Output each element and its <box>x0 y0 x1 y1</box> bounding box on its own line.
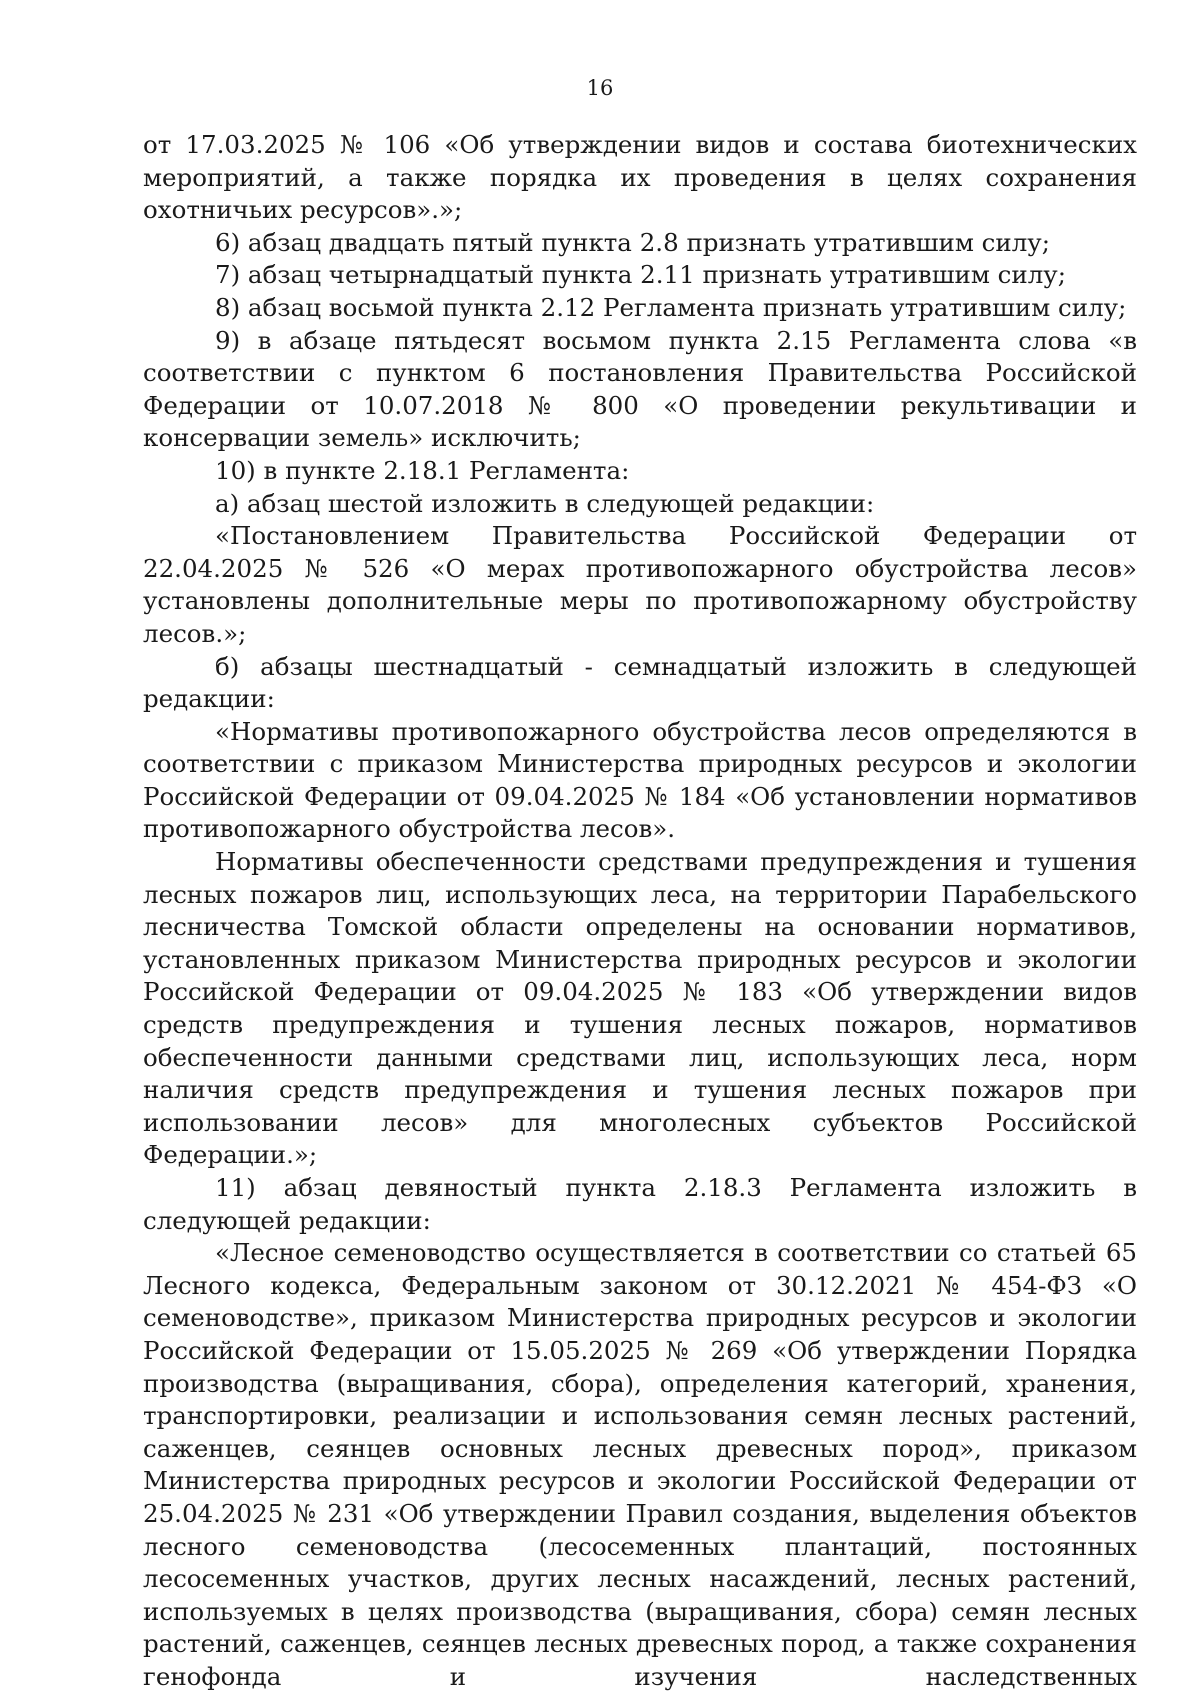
paragraph-item-11: 11) абзац девяностый пункта 2.18.3 Регламента изложить в следующей редакции: <box>143 1173 1137 1235</box>
paragraph-quote-fire-measures: «Постановлением Правительства Российской Федерации от 22.04.2025 № 526 «О мерах противопожарного обустройства лесов» установлены дополнительные меры по противопожарному обустройству лесов.»; <box>143 521 1137 648</box>
paragraph-subitem-a: а) абзац шестой изложить в следующей редакции: <box>215 488 875 518</box>
paragraph-continuation: от 17.03.2025 № 106 «Об утверждении видов и состава биотехнических мероприятий, а также порядка их проведения в целях сохранения охотничьих ресурсов».»; <box>143 130 1137 225</box>
paragraph-item-6: 6) абзац двадцать пятый пункта 2.8 признать утратившим силу; <box>215 227 1050 257</box>
document-body <box>143 129 1137 1694</box>
paragraph-quote-seed-production: «Лесное семеноводство осуществляется в соответствии со статьей 65 Лесного кодекса, Федеральным законом от 30.12.2021 № 454-ФЗ «О семеноводстве», приказом Министерства природных ресурсов и экологии Российской Федерации от 15.05.2025 № 269 «Об утверждении Порядка производства (выращивания, сбора), определения категорий, хранения, транспортировки, реализации и использования семян лесных растений, саженцев, сеянцев основных лесных древесных пород», приказом Министерства природных ресурсов и экологии Российской Федерации от 25.04.2025 № 231 «Об утверждении Правил создания, выделения объектов лесного семеноводства (лесосеменных плантаций, постоянных лесосеменных участков, других лесных насаждений, лесных растений, используемых в целях производства (выращивания, сбора) семян лесных растений, саженцев, сеянцев лесных древесных пород, а также сохранения генофонда и изучения наследственных <box>143 1238 1137 1691</box>
paragraph-item-7: 7) абзац четырнадцатый пункта 2.11 признать утратившим силу; <box>215 260 1066 290</box>
page-number: 16 <box>586 76 614 100</box>
paragraph-item-9: 9) в абзаце пятьдесят восьмом пункта 2.15 Регламента слова «в соответствии с пунктом 6 постановления Правительства Российской Федерации от 10.07.2018 № 800 «О проведении рекультивации и консервации земель» исключить; <box>143 325 1137 453</box>
paragraph-fire-equipment-norms: Нормативы обеспеченности средствами предупреждения и тушения лесных пожаров лиц, использующих леса, на территории Парабельского лесничества Томской области определены на основании нормативов, установленных приказом Министерства природных ресурсов и экологии Российской Федерации от 09.04.2025 № 183 «Об утверждении видов средств предупреждения и тушения лесных пожаров, нормативов обеспеченности данными средствами лиц, использующих леса, норм наличия средств предупреждения и тушения лесных пожаров при использовании лесов» для многолесных субъектов Российской Федерации.»; <box>143 847 1137 1170</box>
paragraph-quote-fire-norms: «Нормативы противопожарного обустройства лесов определяются в соответствии с приказом Министерства природных ресурсов и экологии Российской Федерации от 09.04.2025 № 184 «Об установлении нормативов противопожарного обустройства лесов». <box>143 716 1137 844</box>
paragraph-item-10: 10) в пункте 2.18.1 Регламента: <box>215 455 630 485</box>
paragraph-subitem-b: б) абзацы шестнадцатый - семнадцатый изложить в следующей редакции: <box>143 651 1137 714</box>
paragraph-item-8: 8) абзац восьмой пункта 2.12 Регламента признать утратившим силу; <box>215 292 1127 322</box>
